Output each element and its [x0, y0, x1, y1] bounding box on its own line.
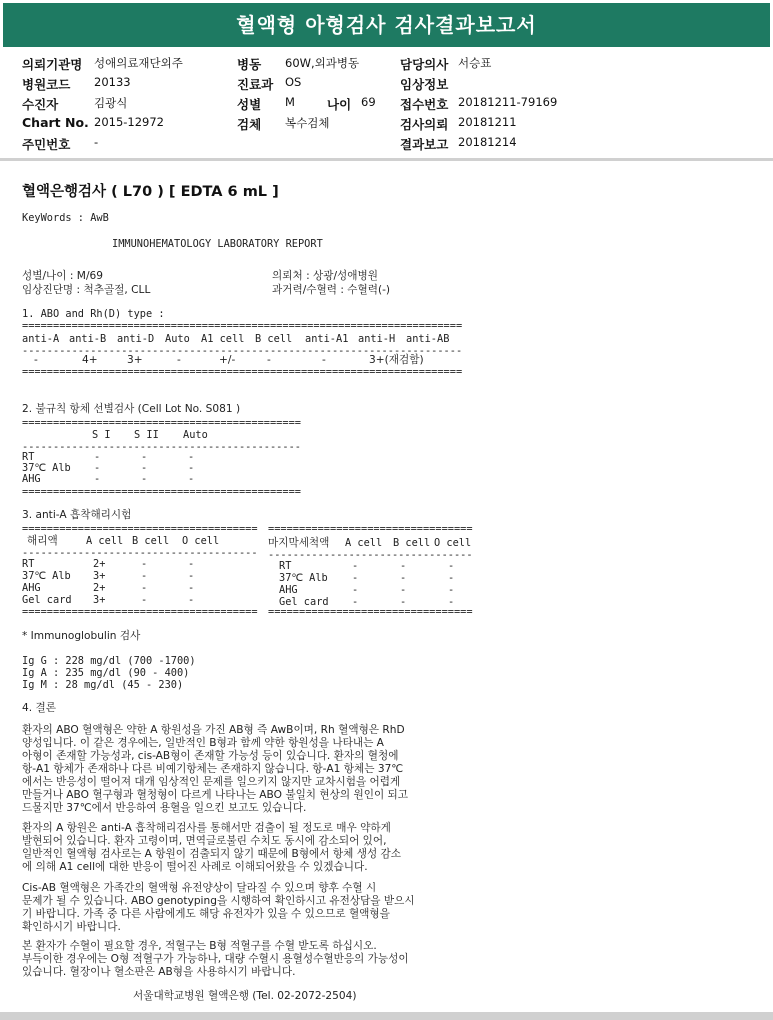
header-divider — [0, 158, 773, 161]
patient-value: 김광식 — [94, 96, 128, 110]
last-wash-row-label: AHG — [279, 584, 298, 596]
screen-row-label: AHG — [22, 473, 41, 485]
elution-cell: 2+ — [93, 582, 106, 594]
abo-header-cell: anti-A1 — [305, 333, 349, 345]
screen-cell: - — [141, 451, 148, 463]
immunoglobulin-title: * Immunoglobulin 검사 — [22, 630, 141, 642]
keywords: KeyWords : AwB — [22, 212, 109, 224]
last-wash-cell: - — [400, 572, 407, 584]
last-wash-header-cell: A cell — [345, 537, 383, 549]
patient-label: 수진자 — [22, 97, 59, 112]
rule: ============================================= — [22, 486, 301, 498]
elution-header-cell: A cell — [86, 535, 124, 547]
doctor-value: 서승표 — [458, 56, 492, 70]
igm-line: Ig M : 28 mg/dl (45 - 230) — [22, 679, 184, 691]
report-title: 혈액형 아형검사 검사결과보고서 — [3, 3, 770, 47]
elution-cell: - — [141, 570, 148, 582]
patient-line: 성별/나이 : M/69 — [22, 270, 103, 282]
abo-value-cell: 4+ — [82, 354, 98, 366]
elution-cell: 3+ — [93, 570, 106, 582]
elution-row-label: AHG — [22, 582, 41, 594]
conclusion-line: 아형이 존재할 가능성과, cis-AB형이 존재할 가능성 등이 있습니다. 환자의 혈청에 — [22, 750, 399, 762]
elution-row-label: 37℃ Alb — [22, 570, 71, 582]
elution-header-cell: 해리액 — [27, 535, 58, 547]
abo-value-cell: 3+ — [127, 354, 143, 366]
screen-header-cell: S II — [134, 429, 159, 441]
screen-cell: - — [94, 451, 101, 463]
conclusion-line: 발현되어 있습니다. 환자 고령이며, 면역글로불린 수치도 동시에 감소되어 있어, — [22, 835, 387, 847]
dept-value: OS — [285, 75, 302, 89]
sex-label: 성별 — [237, 97, 262, 112]
last-wash-cell: - — [352, 560, 359, 572]
rule: ================================= — [268, 606, 473, 618]
last-wash-header-cell: O cell — [434, 537, 472, 549]
elution-cell: - — [188, 570, 195, 582]
chart-label: Chart No. — [22, 115, 89, 130]
elution-cell: 3+ — [93, 594, 106, 606]
abo-value-cell: - — [177, 354, 181, 366]
conclusion-line: Cis-AB 혈액형은 가족간의 혈액형 유전양상이 달라질 수 있으며 향후 수혈 시 — [22, 882, 377, 894]
screen-row-label: 37℃ Alb — [22, 462, 71, 474]
ward-label: 병동 — [237, 57, 262, 72]
last-wash-cell: - — [400, 596, 407, 608]
elution-header-cell: B cell — [132, 535, 170, 547]
diagnosis-line: 임상진단명 : 척추골절, CLL — [22, 284, 151, 296]
abo-header-cell: Auto — [165, 333, 190, 345]
last-wash-row-label: Gel card — [279, 596, 329, 608]
elution-row-label: RT — [22, 558, 35, 570]
last-wash-row-label: RT — [279, 560, 292, 572]
age-value: 69 — [361, 95, 376, 109]
conclusion-line: 부득이한 경우에는 O형 적혈구가 가능하나, 대량 수혈시 용혈성수혈반응의 가능성이 — [22, 953, 409, 965]
screen-cell: - — [188, 462, 195, 474]
last-wash-header-cell: B cell — [393, 537, 431, 549]
conclusion-line: 문제가 될 수 있습니다. ABO genotyping을 시행하여 확인하시고 유전상담을 받으시 — [22, 895, 415, 907]
abo-header-cell: B cell — [255, 333, 293, 345]
reported-label: 결과보고 — [400, 137, 449, 152]
conclusion-line: 에 의해 A1 cell에 대한 반응이 떨어진 사례로 이해되어왔을 수 있겠습니다. — [22, 861, 368, 873]
screen-cell: - — [141, 462, 148, 474]
bloodbank-test-title: 혈액은행검사 ( L70 ) [ EDTA 6 mL ] — [22, 184, 279, 200]
screen-header-cell: Auto — [183, 429, 208, 441]
last-wash-cell: - — [400, 584, 407, 596]
elution-cell: - — [188, 582, 195, 594]
conclusion-line: 만들거나 ABO 혈구형과 혈청형이 다르게 나타나는 ABO 불일치 현상의 원인이 되고 — [22, 789, 409, 801]
receipt-value: 20181211-79169 — [458, 95, 558, 109]
section4-title: 4. 결론 — [22, 702, 56, 714]
elution-cell: - — [141, 594, 148, 606]
conclusion-line: 양성입니다. 이 같은 경우에는, 일반적인 B형과 함께 약한 항원성을 나타내는 A — [22, 737, 384, 749]
abo-value-cell: 3+(재검함) — [369, 354, 424, 366]
ward-value: 60W,외과병동 — [285, 56, 360, 70]
abo-header-cell: anti-A — [22, 333, 60, 345]
rule: ================================= — [268, 523, 473, 535]
dept-label: 진료과 — [237, 77, 274, 92]
last-wash-row-label: 37℃ Alb — [279, 572, 328, 584]
requested-label: 검사의뢰 — [400, 117, 449, 132]
conclusion-line: 에서는 반응성이 떨어져 대개 임상적인 문제를 일으키지 않지만 교차시험을 어렵게 — [22, 776, 401, 788]
last-wash-cell: - — [448, 572, 455, 584]
elution-cell: 2+ — [93, 558, 106, 570]
abo-header-cell: anti-H — [358, 333, 396, 345]
rule: ======================================================================= — [22, 320, 463, 332]
conclusion-line: 환자의 A 항원은 anti-A 흡착해리검사를 통해서만 검출이 될 정도로 매우 약하게 — [22, 822, 391, 834]
elution-row-label: Gel card — [22, 594, 72, 606]
screen-row-label: RT — [22, 451, 35, 463]
rule: ======================================================================= — [22, 366, 463, 378]
screen-header-cell: S I — [92, 429, 111, 441]
sex-value: M — [285, 95, 295, 109]
conclusion-line: 항-A1 항체가 존재하나 다른 비예기항체는 존재하지 않습니다. 항-A1 항체는 37℃ — [22, 763, 404, 775]
section2-title: 2. 불규칙 항체 선별검사 (Cell Lot No. S081 ) — [22, 403, 241, 415]
id-value: - — [94, 135, 99, 149]
rule: ====================================== — [22, 606, 258, 618]
abo-header-cell: anti-B — [69, 333, 107, 345]
abo-header-cell: anti-AB — [406, 333, 450, 345]
screen-cell: - — [94, 473, 101, 485]
last-wash-cell: - — [448, 560, 455, 572]
conclusion-line: 환자의 ABO 혈액형은 약한 A 항원성을 가진 AB형 즉 AwB이며, Rh 혈액형은 RhD — [22, 724, 405, 736]
abo-value-cell: +/- — [219, 354, 236, 366]
screen-cell: - — [141, 473, 148, 485]
rule: ====================================== — [22, 523, 258, 535]
section1-title: 1. ABO and Rh(D) type : — [22, 308, 165, 320]
signature: 서울대학교병원 혈액은행 (Tel. 02-2072-2504) — [133, 990, 357, 1002]
conclusion-line: 기 바랍니다. 가족 중 다른 사람에게도 해당 유전자가 있을 수 있으므로 혈액형을 — [22, 908, 390, 920]
requested-value: 20181211 — [458, 115, 517, 129]
institution-value: 성애의료재단외주 — [94, 56, 183, 70]
abo-header-cell: A1 cell — [201, 333, 245, 345]
conclusion-line: 있습니다. 혈장이나 혈소판은 AB형을 사용하시기 바랍니다. — [22, 966, 296, 978]
clinical-info-label: 임상정보 — [400, 77, 449, 92]
last-wash-cell: - — [352, 572, 359, 584]
conclusion-line: 확인하시기 바랍니다. — [22, 921, 121, 933]
last-wash-cell: - — [448, 596, 455, 608]
lab-report-title: IMMUNOHEMATOLOGY LABORATORY REPORT — [112, 238, 323, 250]
specimen-value: 복수검체 — [285, 116, 330, 130]
last-wash-cell: - — [448, 584, 455, 596]
rule: -------------------------------------- — [22, 547, 258, 559]
last-wash-cell: - — [352, 596, 359, 608]
screen-cell: - — [188, 451, 195, 463]
chart-value: 2015-12972 — [94, 115, 164, 129]
last-wash-cell: - — [352, 584, 359, 596]
id-label: 주민번호 — [22, 137, 71, 152]
section3-title: 3. anti-A 흡착해리시험 — [22, 509, 132, 521]
rule: ============================================= — [22, 417, 301, 429]
abo-value-cell: - — [267, 354, 271, 366]
last-wash-cell: - — [400, 560, 407, 572]
referral-line: 의뢰처 : 상광/성애병원 — [272, 270, 378, 282]
hospital-code-value: 20133 — [94, 75, 131, 89]
age-label: 나이 — [327, 97, 352, 112]
conclusion-line: 일반적인 혈액형 검사로는 A 항원이 검출되지 않기 때문에 B형에서 항체 생성 감소 — [22, 848, 402, 860]
elution-header-cell: O cell — [182, 535, 220, 547]
elution-cell: - — [188, 594, 195, 606]
reported-value: 20181214 — [458, 135, 517, 149]
history-line: 과거력/수혈력 : 수혈력(-) — [272, 284, 391, 296]
receipt-label: 접수번호 — [400, 97, 449, 112]
iga-line: Ig A : 235 mg/dl (90 - 400) — [22, 667, 190, 679]
footer-bar — [0, 1012, 773, 1020]
specimen-label: 검체 — [237, 117, 262, 132]
rule: --------------------------------- — [268, 549, 473, 561]
elution-cell: - — [188, 558, 195, 570]
last-wash-header-cell: 마지막세척액 — [268, 537, 330, 549]
abo-value-cell: - — [34, 354, 38, 366]
screen-cell: - — [188, 473, 195, 485]
conclusion-line: 드물지만 37℃에서 반응하여 용혈을 일으킨 보고도 있습니다. — [22, 802, 307, 814]
conclusion-line: 본 환자가 수혈이 필요할 경우, 적혈구는 B형 적혈구를 수혈 받도록 하십시오. — [22, 940, 377, 952]
hospital-code-label: 병원코드 — [22, 77, 71, 92]
elution-cell: - — [141, 558, 148, 570]
institution-label: 의뢰기관명 — [22, 57, 83, 72]
screen-cell: - — [94, 462, 101, 474]
elution-cell: - — [141, 582, 148, 594]
rule: ----------------------------------------------------------------------- — [22, 345, 463, 357]
patient-header — [0, 52, 773, 152]
igg-line: Ig G : 228 mg/dl (700 -1700) — [22, 655, 196, 667]
abo-value-cell: - — [322, 354, 326, 366]
abo-header-cell: anti-D — [117, 333, 155, 345]
doctor-label: 담당의사 — [400, 57, 449, 72]
rule: --------------------------------------------- — [22, 441, 301, 453]
